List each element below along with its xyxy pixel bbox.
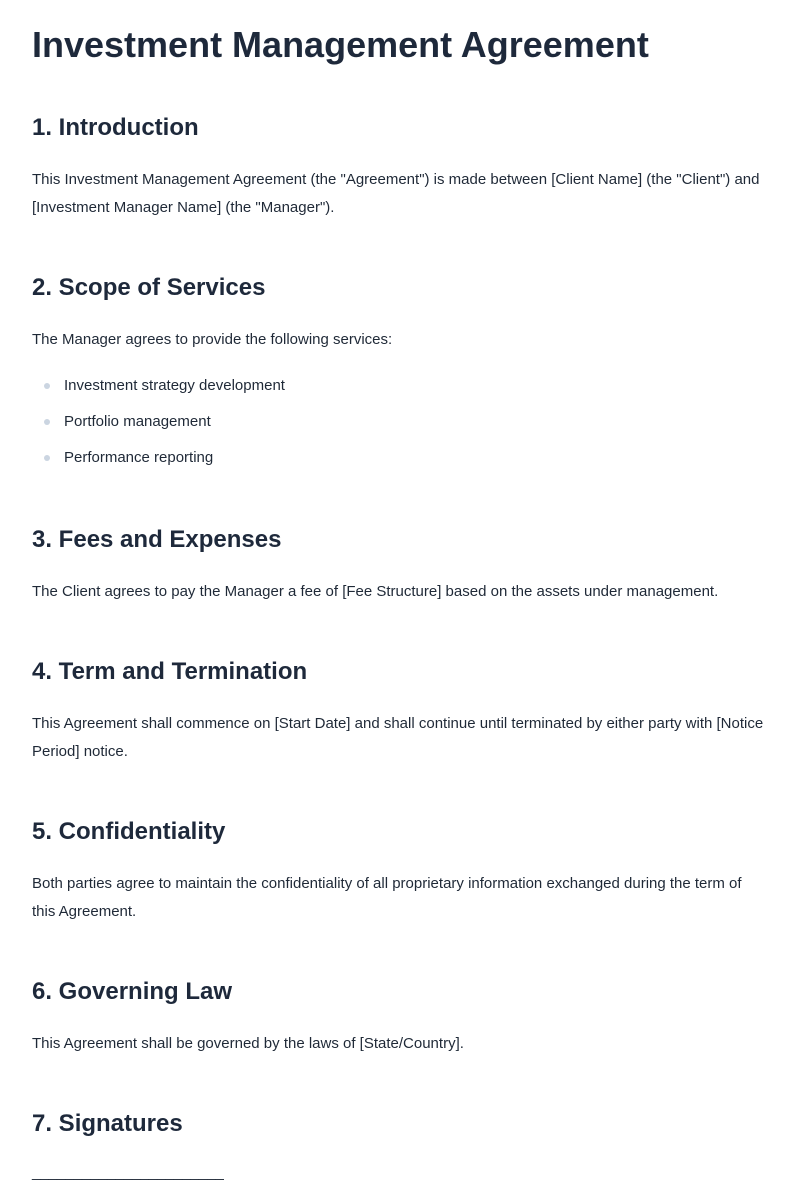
section-heading: 5. Confidentiality [32, 818, 226, 845]
services-list [32, 368, 768, 476]
bullet-icon [44, 455, 50, 461]
section-body: This Agreement shall commence on [Start Date] and shall continue until terminated by either party with [Notice Period] notice. [32, 715, 764, 760]
section-scope-of-services [32, 272, 768, 476]
section-heading: 4. Term and Termination [32, 658, 308, 685]
document-title: Investment Management Agreement [32, 24, 649, 65]
bullet-icon [44, 419, 50, 425]
section-introduction [32, 112, 768, 222]
section-term-and-termination [32, 656, 768, 766]
section-heading: 2. Scope of Services [32, 274, 266, 301]
signature-line: _______________________ [32, 1164, 224, 1181]
section-body: This Investment Management Agreement (the "Agreement") is made between [Client Name] (the "Client") and [Investment Manager Name] (the "Manager"). [32, 171, 760, 216]
section-heading: 3. Fees and Expenses [32, 526, 282, 553]
section-body: Both parties agree to maintain the confidentiality of all proprietary information exchanged during the term of this Agreement. [32, 875, 742, 920]
section-signatures [32, 1108, 768, 1140]
section-body: This Agreement shall be governed by the laws of [State/Country]. [32, 1035, 464, 1052]
list-item [32, 440, 768, 476]
list-item-text: Performance reporting [64, 449, 214, 466]
list-item [32, 404, 768, 440]
section-heading: 7. Signatures [32, 1110, 183, 1137]
list-item-text: Portfolio management [64, 413, 211, 430]
section-confidentiality [32, 816, 768, 926]
bullet-icon [44, 383, 50, 389]
list-item [32, 368, 768, 404]
list-item-text: Investment strategy development [64, 377, 285, 394]
section-body: The Client agrees to pay the Manager a fee of [Fee Structure] based on the assets under management. [32, 583, 719, 600]
section-heading: 1. Introduction [32, 114, 199, 141]
section-body: The Manager agrees to provide the following services: [32, 331, 393, 348]
section-heading: 6. Governing Law [32, 978, 233, 1005]
section-fees-and-expenses [32, 524, 768, 606]
section-governing-law [32, 976, 768, 1058]
